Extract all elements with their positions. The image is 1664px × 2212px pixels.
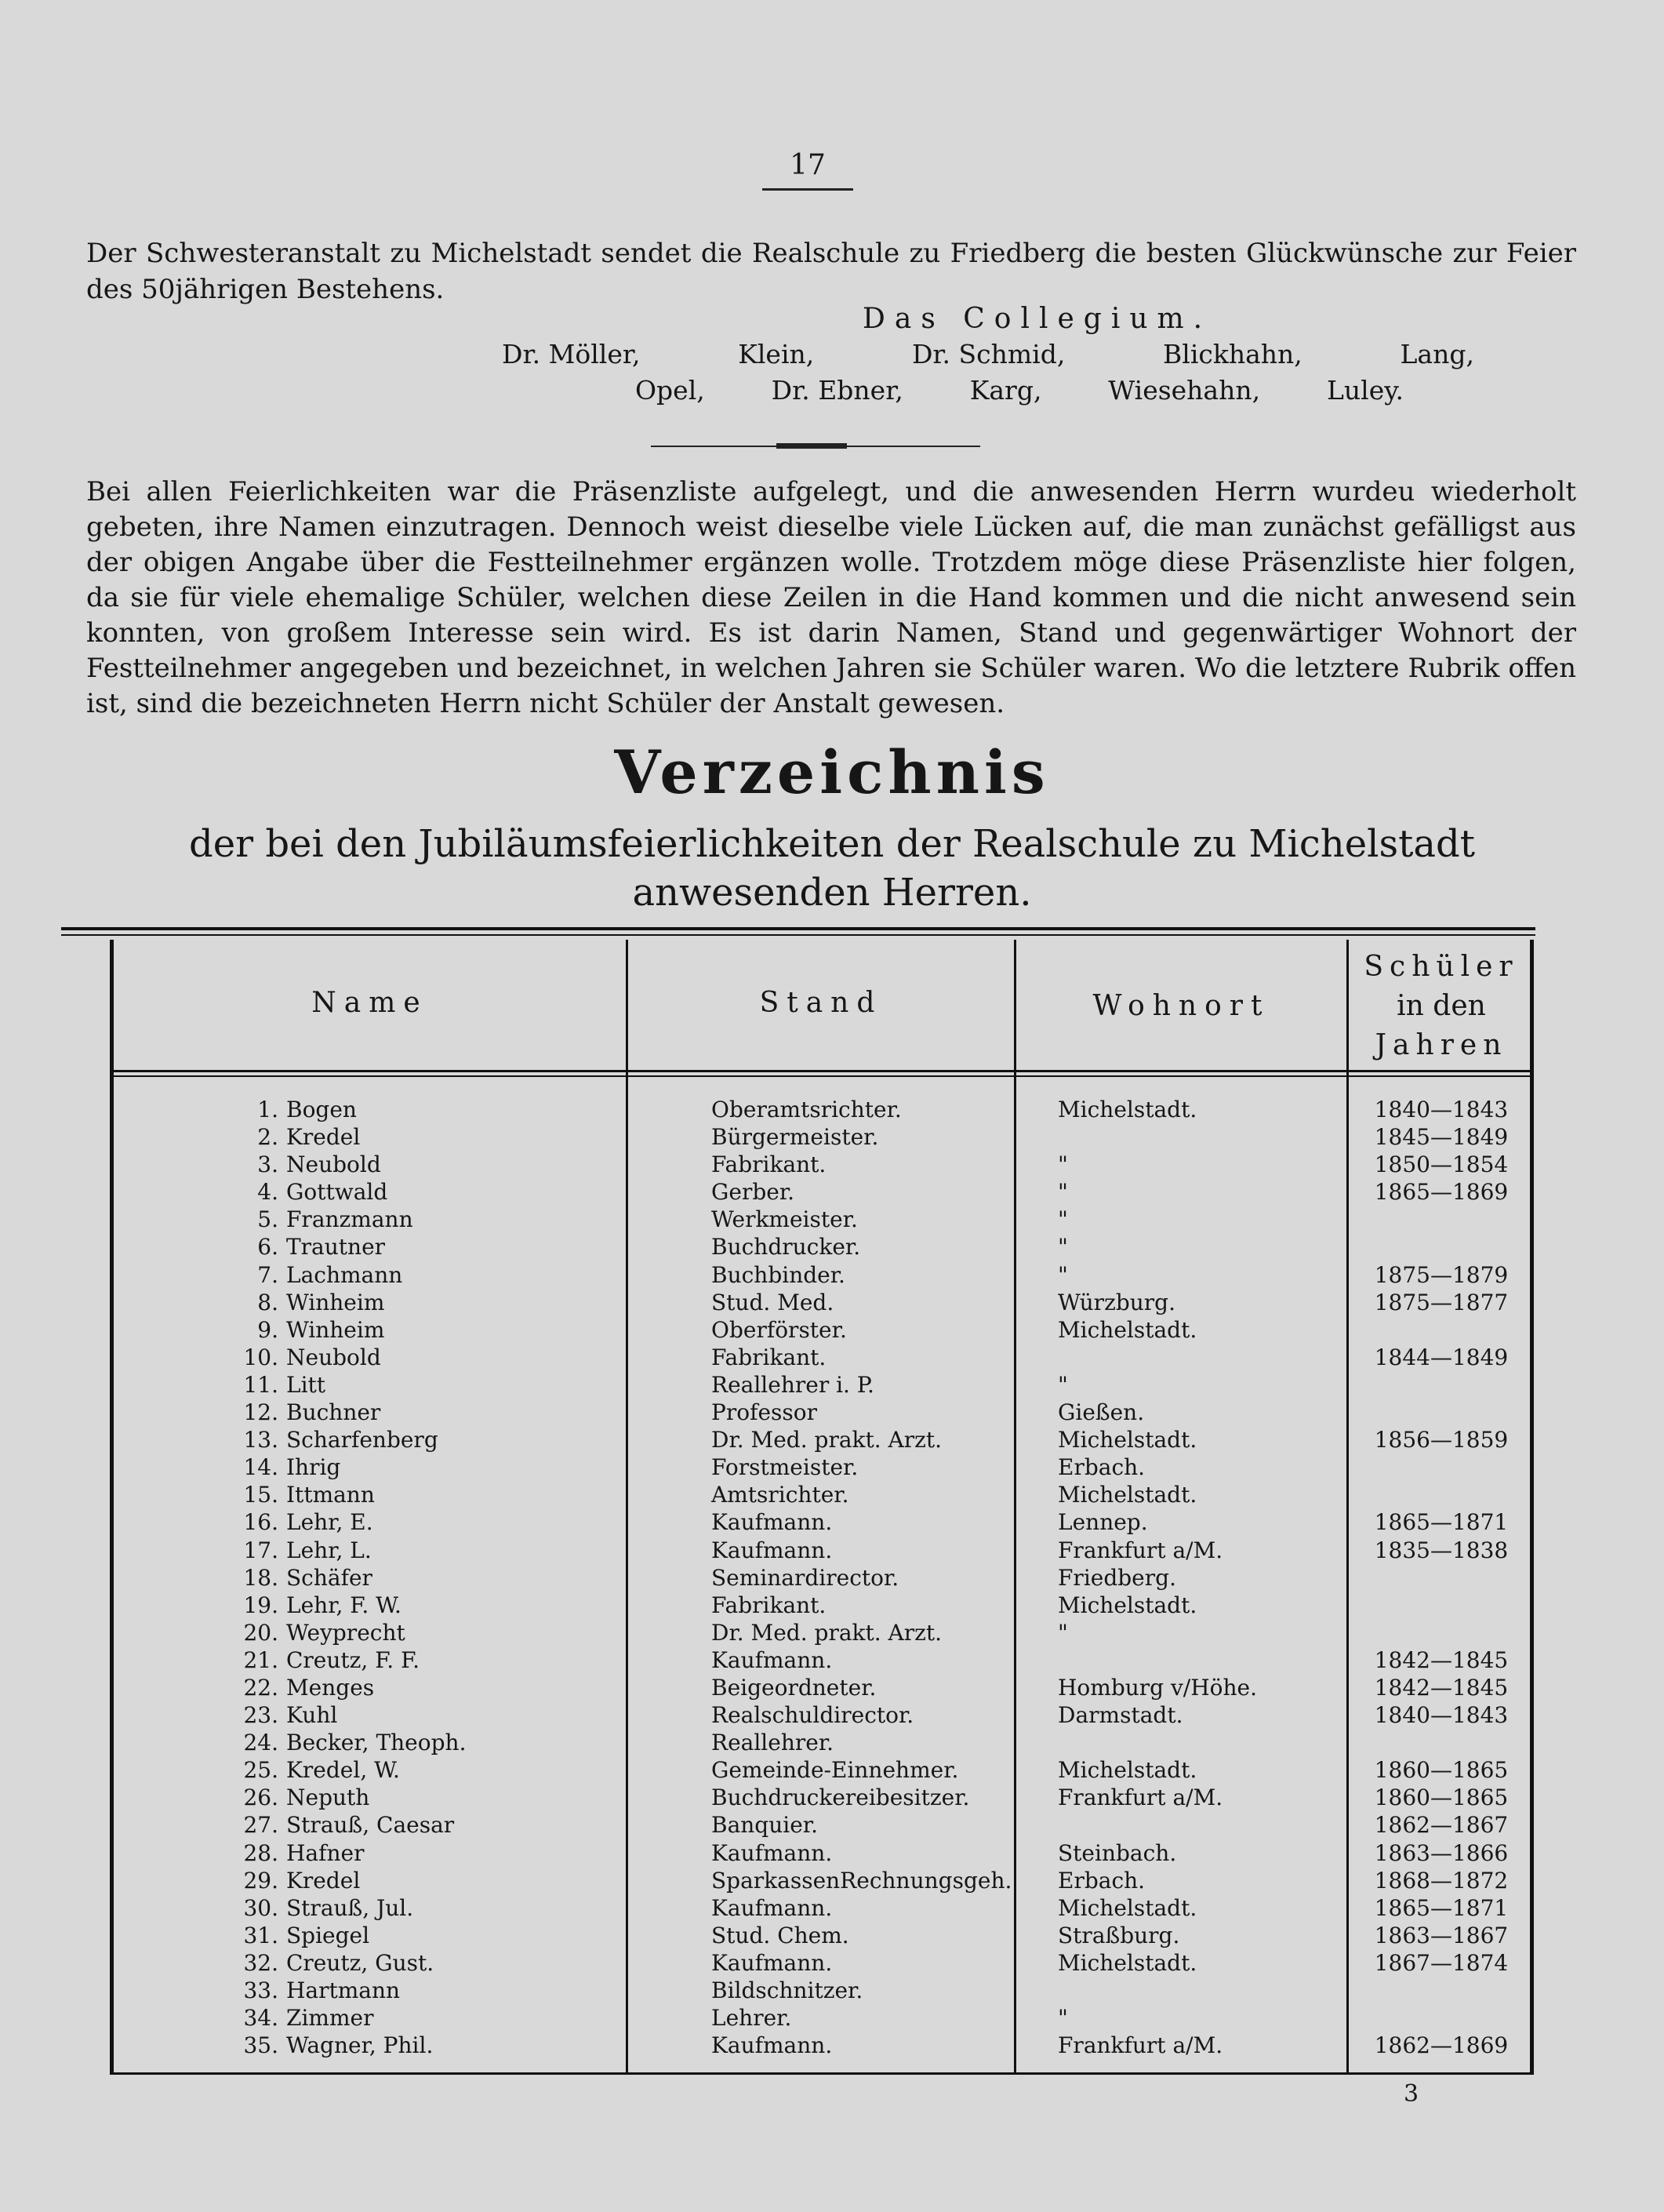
row-stand: Fabrikant. xyxy=(711,1344,827,1370)
row-stand: Reallehrer. xyxy=(711,1730,834,1756)
row-years: 1840—1843 xyxy=(1374,1097,1509,1122)
signature-mark: 3 xyxy=(1404,2080,1419,2108)
row-name: Menges xyxy=(286,1674,375,1701)
row-years: 1842—1845 xyxy=(1374,1646,1509,1673)
attendee-table xyxy=(110,940,1534,2075)
row-name: Creutz, Gust. xyxy=(286,1949,434,1976)
greeting-paragraph: Der Schwesteranstalt zu Michelstadt sendet die Realschule zu Friedberg die besten Glückwünsche zur Feier des 50jährigen Bestehens. xyxy=(86,238,1576,305)
row-stand: Kaufmann. xyxy=(711,1509,833,1536)
table-row xyxy=(114,1675,1534,1702)
row-stand: Realschuldirector. xyxy=(711,1702,914,1729)
row-wohnort: Frankfurt a/M. xyxy=(1058,1537,1223,1563)
row-name: Zimmer xyxy=(286,2005,374,2032)
row-wohnort: Würzburg. xyxy=(1058,1289,1175,1315)
row-name: Scharfenberg xyxy=(286,1427,438,1453)
table-row xyxy=(114,1702,1534,1730)
table-body xyxy=(114,1097,1534,2060)
row-wohnort: " xyxy=(1058,2005,1068,2032)
row-name: Ihrig xyxy=(286,1454,341,1481)
row-years: 1860—1865 xyxy=(1374,1785,1509,1811)
row-name: Weyprecht xyxy=(286,1619,405,1646)
header-wohnort: Wohnort xyxy=(1092,990,1270,1022)
row-years: 1862—1869 xyxy=(1374,2032,1509,2059)
row-wohnort: Gießen. xyxy=(1058,1399,1145,1426)
row-number: 5. xyxy=(257,1206,278,1233)
row-stand: Oberförster. xyxy=(711,1316,847,1343)
row-wohnort: Frankfurt a/M. xyxy=(1058,1785,1223,1811)
row-number: 34. xyxy=(243,2005,278,2032)
signature-name: Dr. Möller, xyxy=(502,339,641,369)
row-name: Winheim xyxy=(286,1316,385,1343)
row-wohnort: Erbach. xyxy=(1058,1454,1146,1481)
list-subtitle-line-1: der bei den Jubiläumsfeierlichkeiten der Realschule zu Michelstadt xyxy=(188,822,1475,866)
row-years: 1875—1877 xyxy=(1374,1289,1509,1315)
row-name: Kredel xyxy=(286,1124,361,1151)
intro-paragraph: Bei allen Feierlichkeiten war die Präsenzliste aufgelegt, und die anwesenden Herrn wurdeu wiederholt gebeten, ihre Namen einzutragen. Dennoch weist dieselbe viele Lücken auf, die man zunächst gefälligst aus der obigen Angabe über die Festteilnehmer ergänzen wolle. Trotzdem möge diese Präsenzliste hier folgen, da sie für viele ehemalige Schüler, welchen diese Zeilen in die Hand kommen und die nicht anwesend sein konnten, von großem Interesse sein wird. Es ist darin Namen, Stand und gegenwärtiger Wohnort der Festteilnehmer angegeben und bezeichnet, in welchen Jahren sie Schüler waren. Wo die letztere Rubrik offen ist, sind die bezeichneten Herrn nicht Schüler der Anstalt gewesen. xyxy=(86,476,1576,719)
row-wohnort: Michelstadt. xyxy=(1058,1316,1197,1343)
row-years: 1865—1871 xyxy=(1374,1894,1509,1921)
table-row xyxy=(114,1372,1534,1399)
row-number: 30. xyxy=(243,1894,278,1921)
row-number: 10. xyxy=(243,1344,278,1370)
table-row xyxy=(114,1399,1534,1427)
row-name: Bogen xyxy=(286,1097,357,1122)
row-number: 11. xyxy=(243,1371,278,1398)
table-row xyxy=(114,1757,1534,1785)
row-wohnort: " xyxy=(1058,1151,1068,1178)
table-row xyxy=(114,2032,1534,2060)
row-number: 8. xyxy=(257,1289,278,1315)
table-row xyxy=(114,1950,1534,1977)
row-name: Lehr, E. xyxy=(286,1509,373,1536)
row-name: Kredel xyxy=(286,1867,361,1894)
table-row xyxy=(114,1537,1534,1565)
signature-line-1 xyxy=(502,339,1474,369)
row-wohnort: " xyxy=(1058,1371,1068,1398)
row-stand: Reallehrer i. P. xyxy=(711,1371,874,1398)
header-rule-thin xyxy=(114,1075,1530,1077)
table-row xyxy=(114,1895,1534,1923)
row-stand: Fabrikant. xyxy=(711,1151,827,1178)
table-row xyxy=(114,1977,1534,2005)
table-row xyxy=(114,1151,1534,1179)
row-number: 3. xyxy=(257,1151,278,1178)
page-number: 17 xyxy=(790,149,826,181)
row-number: 15. xyxy=(243,1482,278,1508)
signature-name: Opel, xyxy=(635,375,705,406)
row-number: 29. xyxy=(243,1867,278,1894)
row-wohnort: Straßburg. xyxy=(1058,1922,1180,1948)
row-name: Buchner xyxy=(286,1399,381,1426)
row-stand: Kaufmann. xyxy=(711,1537,833,1563)
header-rule xyxy=(114,1070,1530,1072)
row-stand: Gerber. xyxy=(711,1179,795,1206)
row-number: 16. xyxy=(243,1509,278,1536)
row-number: 23. xyxy=(243,1702,278,1729)
row-name: Lehr, F. W. xyxy=(286,1592,401,1618)
row-name: Lehr, L. xyxy=(286,1537,372,1563)
row-wohnort: Steinbach. xyxy=(1058,1839,1177,1866)
row-wohnort: Lennep. xyxy=(1058,1509,1148,1536)
row-name: Neputh xyxy=(286,1785,370,1811)
row-number: 12. xyxy=(243,1399,278,1426)
table-row xyxy=(114,1427,1534,1454)
table-top-rule-thin xyxy=(61,934,1535,936)
list-subtitle xyxy=(0,820,1664,917)
list-subtitle-line-2: anwesenden Herren. xyxy=(632,871,1032,915)
row-years: 1842—1845 xyxy=(1374,1674,1509,1701)
row-name: Lachmann xyxy=(286,1261,403,1288)
table-row xyxy=(114,1509,1534,1537)
signature-name: Luley. xyxy=(1326,375,1404,406)
row-stand: SparkassenRechnungsgeh. xyxy=(711,1867,1012,1894)
row-wohnort: " xyxy=(1058,1206,1068,1233)
row-number: 24. xyxy=(243,1730,278,1756)
row-years: 1865—1871 xyxy=(1374,1509,1509,1536)
header-years xyxy=(1349,948,1534,1065)
table-row xyxy=(114,1290,1534,1317)
row-years: 1835—1838 xyxy=(1374,1537,1509,1563)
table-row xyxy=(114,1097,1534,1124)
list-title: Verzeichnis xyxy=(614,737,1050,807)
row-stand: Kaufmann. xyxy=(711,1949,833,1976)
signature-line-2 xyxy=(635,375,1404,406)
row-name: Gottwald xyxy=(286,1179,388,1206)
row-number: 19. xyxy=(243,1592,278,1618)
row-name: Strauß, Jul. xyxy=(286,1894,414,1921)
row-number: 22. xyxy=(243,1674,278,1701)
row-years: 1862—1867 xyxy=(1374,1812,1509,1839)
row-name: Neubold xyxy=(286,1344,381,1370)
row-name: Trautner xyxy=(286,1234,386,1261)
row-number: 2. xyxy=(257,1124,278,1151)
row-years: 1856—1859 xyxy=(1374,1427,1509,1453)
row-number: 17. xyxy=(243,1537,278,1563)
row-years: 1840—1843 xyxy=(1374,1702,1509,1729)
row-stand: Kaufmann. xyxy=(711,1839,833,1866)
table-row xyxy=(114,2005,1534,2032)
row-stand: Fabrikant. xyxy=(711,1592,827,1618)
row-years: 1875—1879 xyxy=(1374,1261,1509,1288)
row-stand: Stud. Med. xyxy=(711,1289,834,1315)
table-row xyxy=(114,1482,1534,1509)
row-number: 25. xyxy=(243,1757,278,1784)
table-row xyxy=(114,1592,1534,1620)
row-number: 26. xyxy=(243,1785,278,1811)
row-name: Franzmann xyxy=(286,1206,413,1233)
row-years: 1868—1872 xyxy=(1374,1867,1509,1894)
row-wohnort: Erbach. xyxy=(1058,1867,1146,1894)
row-name: Litt xyxy=(286,1371,326,1398)
signature-name: Wiesehahn, xyxy=(1108,375,1261,406)
row-number: 33. xyxy=(243,1977,278,2003)
row-number: 32. xyxy=(243,1949,278,1976)
row-wohnort: Michelstadt. xyxy=(1058,1757,1197,1784)
row-name: Spiegel xyxy=(286,1922,370,1948)
row-wohnort: " xyxy=(1058,1619,1068,1646)
row-number: 1. xyxy=(257,1097,278,1122)
row-number: 27. xyxy=(243,1812,278,1839)
signature-name: Dr. Ebner, xyxy=(771,375,903,406)
signoff-title: Das Collegium. xyxy=(863,303,1212,335)
header-stand: Stand xyxy=(759,987,883,1019)
row-wohnort: Michelstadt. xyxy=(1058,1427,1197,1453)
table-top-rule xyxy=(61,927,1535,930)
row-number: 6. xyxy=(257,1234,278,1261)
signature-name: Dr. Schmid, xyxy=(911,339,1066,369)
row-stand: Buchbinder. xyxy=(711,1261,845,1288)
row-name: Kuhl xyxy=(286,1702,338,1729)
row-stand: Oberamtsrichter. xyxy=(711,1097,902,1122)
section-divider-accent xyxy=(776,443,847,449)
row-years: 1844—1849 xyxy=(1374,1344,1509,1370)
header-years-line-2: in den xyxy=(1397,990,1486,1022)
row-years: 1845—1849 xyxy=(1374,1124,1509,1151)
row-number: 21. xyxy=(243,1646,278,1673)
row-years: 1863—1866 xyxy=(1374,1839,1509,1866)
row-years: 1867—1874 xyxy=(1374,1949,1509,1976)
row-stand: Buchdruckereibesitzer. xyxy=(711,1785,970,1811)
table-row xyxy=(114,1812,1534,1839)
row-stand: Kaufmann. xyxy=(711,1894,833,1921)
row-name: Creutz, F. F. xyxy=(286,1646,420,1673)
row-stand: Bürgermeister. xyxy=(711,1124,879,1151)
row-name: Kredel, W. xyxy=(286,1757,400,1784)
signature-name: Blickhahn, xyxy=(1163,339,1302,369)
row-name: Ittmann xyxy=(286,1482,375,1508)
row-stand: Gemeinde-Einnehmer. xyxy=(711,1757,959,1784)
row-name: Hafner xyxy=(286,1839,365,1866)
row-number: 35. xyxy=(243,2032,278,2059)
row-number: 20. xyxy=(243,1619,278,1646)
row-wohnort: Michelstadt. xyxy=(1058,1949,1197,1976)
row-stand: Dr. Med. prakt. Arzt. xyxy=(711,1619,943,1646)
row-stand: Werkmeister. xyxy=(711,1206,858,1233)
row-number: 9. xyxy=(257,1316,278,1343)
row-stand: Bildschnitzer. xyxy=(711,1977,863,2003)
row-name: Becker, Theoph. xyxy=(286,1730,467,1756)
row-name: Wagner, Phil. xyxy=(286,2032,434,2059)
row-name: Schäfer xyxy=(286,1564,372,1591)
row-number: 28. xyxy=(243,1839,278,1866)
header-name: Name xyxy=(311,987,428,1019)
table-row xyxy=(114,1620,1534,1647)
table-row xyxy=(114,1179,1534,1206)
row-stand: Kaufmann. xyxy=(711,1646,833,1673)
row-number: 31. xyxy=(243,1922,278,1948)
row-stand: Buchdrucker. xyxy=(711,1234,861,1261)
row-stand: Stud. Chem. xyxy=(711,1922,849,1948)
row-number: 14. xyxy=(243,1454,278,1481)
page-number-underline xyxy=(762,188,853,191)
row-name: Neubold xyxy=(286,1151,381,1178)
row-number: 13. xyxy=(243,1427,278,1453)
table-row xyxy=(114,1454,1534,1482)
header-years-line-3: Jahren xyxy=(1375,1029,1508,1061)
row-stand: Forstmeister. xyxy=(711,1454,859,1481)
row-wohnort: " xyxy=(1058,1261,1068,1288)
table-row xyxy=(114,1234,1534,1261)
row-wohnort: Frankfurt a/M. xyxy=(1058,2032,1223,2059)
row-number: 18. xyxy=(243,1564,278,1591)
row-stand: Beigeordneter. xyxy=(711,1674,877,1701)
row-stand: Kaufmann. xyxy=(711,2032,833,2059)
table-row xyxy=(114,1840,1534,1868)
signature-name: Klein, xyxy=(738,339,815,369)
row-wohnort: Michelstadt. xyxy=(1058,1482,1197,1508)
table-row xyxy=(114,1868,1534,1895)
table-row xyxy=(114,1262,1534,1290)
row-years: 1860—1865 xyxy=(1374,1757,1509,1784)
row-wohnort: Friedberg. xyxy=(1058,1564,1176,1591)
table-row xyxy=(114,1923,1534,1950)
table-row xyxy=(114,1785,1534,1812)
row-years: 1865—1869 xyxy=(1374,1179,1509,1206)
table-row xyxy=(114,1317,1534,1344)
row-wohnort: Michelstadt. xyxy=(1058,1894,1197,1921)
row-wohnort: " xyxy=(1058,1179,1068,1206)
signature-name: Lang, xyxy=(1400,339,1474,369)
table-row xyxy=(114,1730,1534,1757)
row-wohnort: Darmstadt. xyxy=(1058,1702,1183,1729)
row-stand: Amtsrichter. xyxy=(711,1482,849,1508)
row-name: Winheim xyxy=(286,1289,385,1315)
table-row xyxy=(114,1565,1534,1592)
row-stand: Dr. Med. prakt. Arzt. xyxy=(711,1427,943,1453)
row-wohnort: Homburg v/Höhe. xyxy=(1058,1674,1258,1701)
table-row xyxy=(114,1647,1534,1675)
row-years: 1863—1867 xyxy=(1374,1922,1509,1948)
table-row xyxy=(114,1206,1534,1234)
row-stand: Seminardirector. xyxy=(711,1564,899,1591)
row-number: 7. xyxy=(257,1261,278,1288)
row-years: 1850—1854 xyxy=(1374,1151,1509,1178)
row-wohnort: " xyxy=(1058,1234,1068,1261)
row-wohnort: Michelstadt. xyxy=(1058,1592,1197,1618)
row-stand: Lehrer. xyxy=(711,2005,792,2032)
row-name: Hartmann xyxy=(286,1977,401,2003)
row-stand: Banquier. xyxy=(711,1812,818,1839)
row-wohnort: Michelstadt. xyxy=(1058,1097,1197,1122)
table-row xyxy=(114,1344,1534,1372)
row-name: Strauß, Caesar xyxy=(286,1812,455,1839)
row-stand: Professor xyxy=(711,1399,817,1426)
signature-name: Karg, xyxy=(969,375,1042,406)
header-years-line-1: Schüler xyxy=(1364,951,1519,983)
table-row xyxy=(114,1124,1534,1151)
row-number: 4. xyxy=(257,1179,278,1206)
